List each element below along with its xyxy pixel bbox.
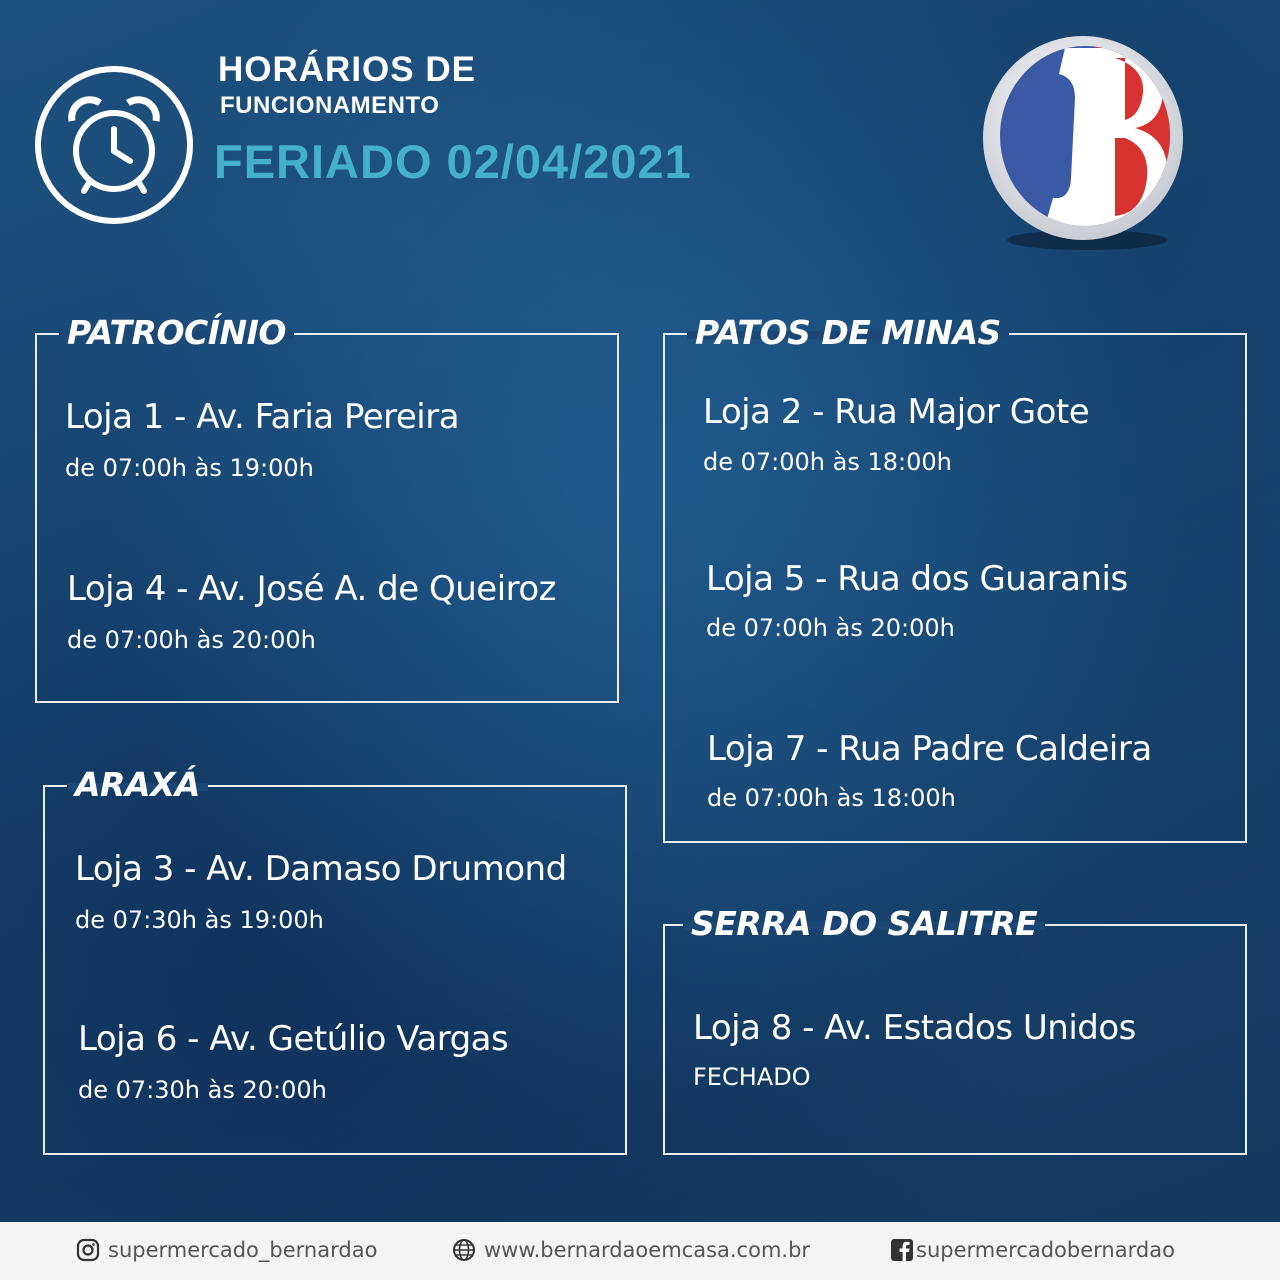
store-label: Loja 1 - Av. Faria Pereira [65,397,460,437]
bernardao-logo [975,28,1190,253]
store-label: Loja 8 - Av. Estados Unidos [693,1008,1136,1048]
store-hours: de 07:00h às 18:00h [707,784,956,812]
alarm-clock-icon [34,65,194,225]
store-label: Loja 3 - Av. Damaso Drumond [75,849,567,889]
region-title-patrocinio: PATROCÍNIO [59,313,294,353]
title-line1: HORÁRIOS DE [218,50,476,89]
store-label: Loja 4 - Av. José A. de Queiroz [67,569,557,609]
store-label: Loja 5 - Rua dos Guaranis [706,559,1128,599]
instagram-handle: supermercado_bernardao [108,1238,378,1262]
facebook-icon [890,1238,914,1262]
store-hours: de 07:00h às 19:00h [65,454,314,482]
store-label: Loja 2 - Rua Major Gote [703,392,1090,432]
globe-icon [452,1238,476,1262]
website-link[interactable] [452,1235,810,1265]
region-box-patrocinio [35,313,619,703]
facebook-handle: supermercadobernardao [916,1238,1175,1262]
footer [0,1222,1280,1280]
store-label: Loja 7 - Rua Padre Caldeira [707,729,1152,769]
store-status: FECHADO [693,1063,811,1091]
store-hours: de 07:30h às 20:00h [78,1076,327,1104]
instagram-link[interactable] [76,1235,377,1265]
region-title-serra-do-salitre: SERRA DO SALITRE [683,904,1045,944]
website-url: www.bernardaoemcasa.com.br [484,1238,811,1262]
store-label: Loja 6 - Av. Getúlio Vargas [78,1019,509,1059]
region-box-araxa [43,765,627,1155]
region-box-patos-de-minas [663,313,1247,843]
store-hours: de 07:30h às 19:00h [75,906,324,934]
facebook-link[interactable] [890,1235,1175,1265]
store-hours: de 07:00h às 20:00h [67,626,316,654]
title-line2: FUNCIONAMENTO [220,92,440,119]
store-hours: de 07:00h às 20:00h [706,614,955,642]
instagram-icon [76,1238,100,1262]
store-hours: de 07:00h às 18:00h [703,448,952,476]
holiday-date-title: FERIADO 02/04/2021 [214,135,692,188]
region-title-araxa: ARAXÁ [67,765,208,805]
region-box-serra-do-salitre [663,904,1247,1155]
region-title-patos-de-minas: PATOS DE MINAS [687,313,1009,353]
